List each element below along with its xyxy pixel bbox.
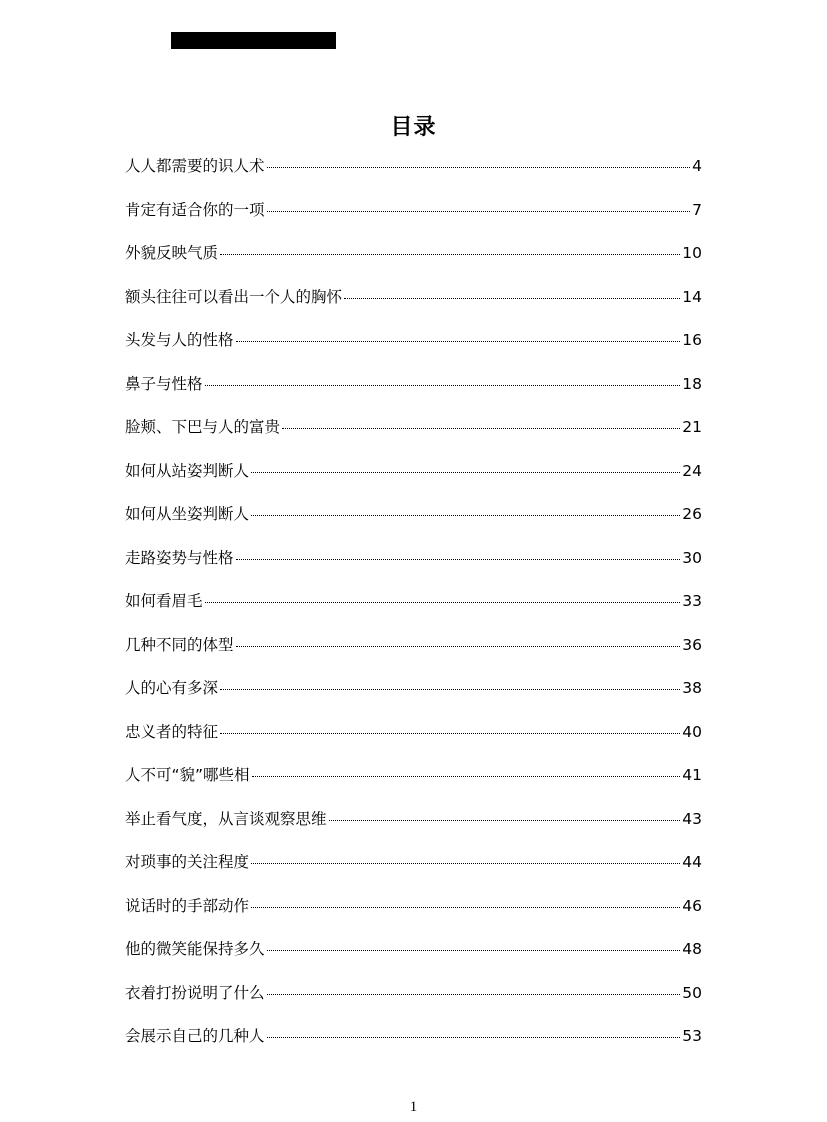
toc-dot-leader	[251, 515, 680, 516]
toc-dot-leader	[252, 776, 681, 777]
toc-entry[interactable]	[125, 977, 702, 1021]
toc-entry-page: 43	[682, 809, 702, 828]
toc-entry-label: 人不可“貌”哪些相	[125, 766, 250, 784]
toc-dot-leader	[220, 254, 680, 255]
toc-entry[interactable]	[125, 542, 702, 586]
toc-entry-page: 4	[692, 157, 702, 175]
page-number: 1	[409, 1099, 418, 1115]
toc-entry-label: 额头往往可以看出一个人的胸怀	[125, 287, 343, 306]
toc-entry-page: 53	[682, 1027, 702, 1045]
toc-entry-label: 如何看眉毛	[125, 592, 203, 610]
toc-entry-page: 48	[682, 940, 702, 958]
toc-entry-page: 46	[682, 896, 702, 915]
toc-entry-page: 33	[682, 592, 702, 610]
toc-entry-label: 说话时的手部动作	[125, 896, 250, 915]
toc-entry-label: 肯定有适合你的一项	[125, 200, 265, 219]
toc-entry-page: 38	[682, 679, 702, 697]
toc-dot-leader	[282, 428, 680, 429]
toc-entry-page: 41	[682, 766, 702, 784]
toc-dot-leader	[220, 733, 680, 734]
toc-dot-leader	[251, 472, 680, 473]
toc-entry-page: 10	[682, 244, 702, 262]
toc-entry-page: 36	[682, 635, 702, 654]
toc-entry[interactable]	[125, 629, 702, 673]
toc-entry[interactable]	[125, 368, 702, 412]
toc-entry-page: 16	[682, 331, 702, 349]
toc-dot-leader	[236, 559, 681, 560]
toc-entry-page: 40	[682, 722, 702, 741]
toc-entry[interactable]	[125, 585, 702, 629]
toc-entry-page: 14	[682, 287, 702, 306]
toc-dot-leader	[267, 994, 681, 995]
toc-entry[interactable]	[125, 846, 702, 890]
toc-dot-leader	[267, 211, 691, 212]
toc-entry[interactable]	[125, 716, 702, 760]
toc-entry[interactable]	[125, 890, 702, 934]
toc-list	[125, 150, 702, 1064]
toc-entry[interactable]	[125, 237, 702, 281]
toc-entry-label: 人的心有多深	[125, 679, 219, 697]
toc-entry-label: 会展示自己的几种人	[125, 1027, 265, 1045]
toc-entry-label: 忠义者的特征	[125, 722, 219, 741]
toc-entry-label: 外貌反映气质	[125, 244, 219, 262]
toc-dot-leader	[267, 167, 691, 168]
toc-dot-leader	[205, 385, 681, 386]
toc-dot-leader	[267, 1037, 681, 1038]
toc-entry[interactable]	[125, 933, 702, 977]
toc-dot-leader	[329, 820, 681, 821]
toc-entry[interactable]	[125, 455, 702, 499]
toc-entry-label: 鼻子与性格	[125, 374, 203, 393]
toc-dot-leader	[220, 689, 680, 690]
toc-entry-page: 21	[682, 418, 702, 436]
toc-dot-leader	[236, 341, 681, 342]
toc-entry-page: 24	[682, 461, 702, 480]
toc-entry[interactable]	[125, 150, 702, 194]
toc-dot-leader	[267, 950, 681, 951]
toc-dot-leader	[344, 298, 680, 299]
toc-entry[interactable]	[125, 803, 702, 847]
toc-entry[interactable]	[125, 324, 702, 368]
toc-entry[interactable]	[125, 672, 702, 716]
toc-entry-label: 走路姿势与性格	[125, 548, 234, 567]
toc-dot-leader	[251, 863, 680, 864]
toc-entry[interactable]	[125, 498, 702, 542]
toc-entry[interactable]	[125, 411, 702, 455]
toc-entry-page: 26	[682, 505, 702, 523]
redaction-bar	[171, 32, 336, 49]
toc-entry-label: 他的微笑能保持多久	[125, 940, 265, 958]
toc-entry-page: 50	[682, 983, 702, 1002]
toc-entry[interactable]	[125, 281, 702, 325]
toc-entry-page: 44	[682, 853, 702, 871]
toc-entry-label: 如何从坐姿判断人	[125, 505, 250, 523]
toc-dot-leader	[251, 907, 680, 908]
toc-entry-label: 脸颊、下巴与人的富贵	[125, 418, 281, 436]
toc-dot-leader	[236, 646, 681, 647]
toc-entry-label: 举止看气度，从言谈观察思维	[125, 809, 327, 828]
toc-entry[interactable]	[125, 194, 702, 238]
toc-entry-label: 如何从站姿判断人	[125, 461, 250, 480]
toc-entry-label: 头发与人的性格	[125, 331, 234, 349]
toc-title: 目录	[390, 115, 437, 140]
toc-dot-leader	[205, 602, 681, 603]
toc-entry-page: 18	[682, 374, 702, 393]
toc-entry-label: 衣着打扮说明了什么	[125, 983, 265, 1002]
toc-entry-page: 7	[692, 200, 702, 219]
toc-entry[interactable]	[125, 759, 702, 803]
toc-entry-label: 几种不同的体型	[125, 635, 234, 654]
toc-entry-label: 人人都需要的识人术	[125, 157, 265, 175]
toc-entry-page: 30	[682, 548, 702, 567]
toc-entry[interactable]	[125, 1020, 702, 1064]
toc-entry-label: 对琐事的关注程度	[125, 853, 250, 871]
